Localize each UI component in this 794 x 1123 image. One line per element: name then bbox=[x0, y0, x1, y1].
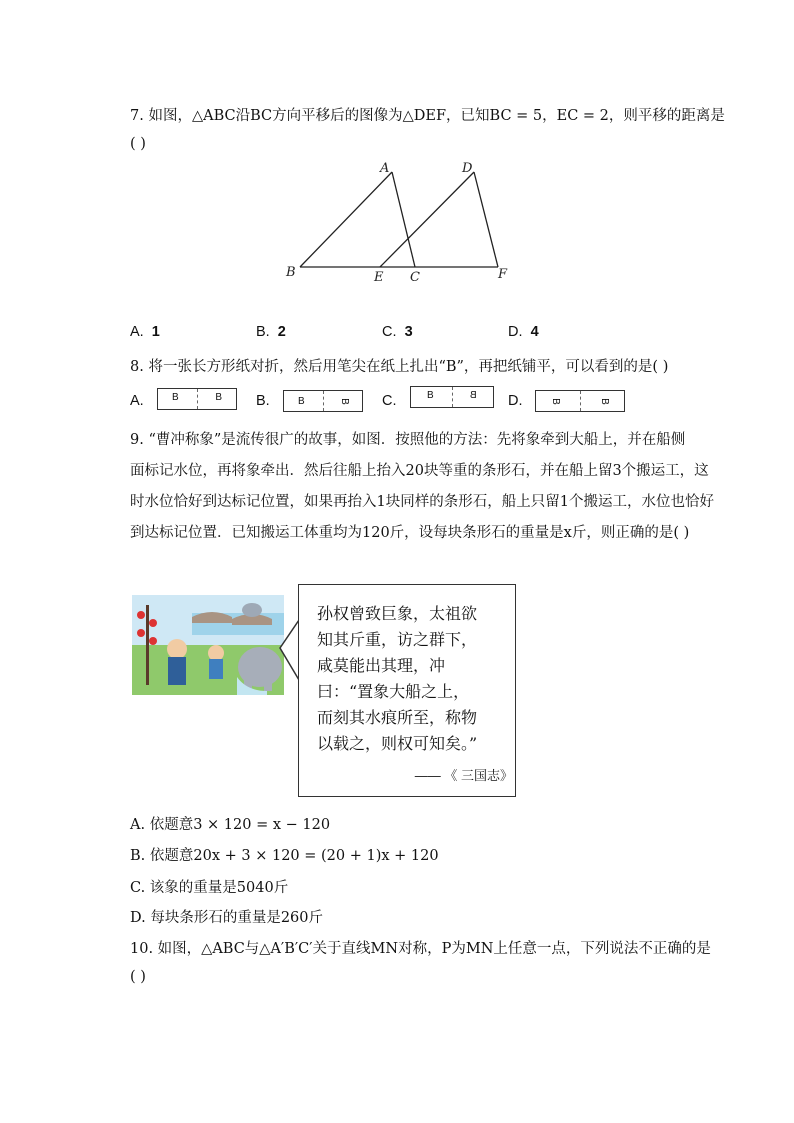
q8-option-d-paper[interactable]: B B bbox=[535, 390, 625, 412]
label-b: B bbox=[286, 265, 296, 280]
bubble-line: 曰：“置象大船之上， bbox=[317, 682, 470, 701]
speech-bubble bbox=[298, 584, 516, 797]
bubble-line: 知其斤重，访之群下， bbox=[317, 630, 478, 649]
bubble-line: 孙权曾致巨象，太祖欲 bbox=[317, 604, 478, 623]
bubble-line: 以载之，则权可知矣。” bbox=[317, 734, 478, 753]
q8-stem: 8. 将一张长方形纸对折，然后用笔尖在纸上扎出“B”，再把纸铺平，可以看到的是( ) bbox=[130, 359, 669, 375]
label-f: F bbox=[498, 267, 508, 282]
q9-option-d[interactable]: D. 每块条形石的重量是260斤 bbox=[130, 910, 324, 926]
bubble-line: 咸莫能出其理，冲 bbox=[317, 656, 446, 675]
q7-option-c[interactable]: C. 3 bbox=[382, 324, 413, 340]
q8-option-b-label[interactable]: B. bbox=[256, 393, 270, 409]
q8-option-a-label[interactable]: A. bbox=[130, 393, 144, 409]
q7-stem-line1: 7. 如图，△ABC沿BC方向平移后的图像为△DEF，已知BC = 5，EC = 2，则平移的距离是 bbox=[130, 108, 725, 124]
q7-option-a[interactable]: A. 1 bbox=[130, 324, 160, 340]
q9-option-b[interactable]: B. 依题意20x + 3 × 120 = (20 + 1)x + 120 bbox=[130, 848, 439, 864]
q7-option-d[interactable]: D. 4 bbox=[508, 324, 539, 340]
q9-stem-line2: 面标记水位，再将象牵出．然后往船上抬入20块等重的条形石，并在船上留3个搬运工，这 bbox=[130, 463, 709, 479]
q9-option-a[interactable]: A. 依题意3 × 120 = x − 120 bbox=[130, 817, 331, 833]
label-a: A bbox=[380, 161, 390, 176]
q8-option-c-paper[interactable]: B B bbox=[410, 386, 494, 408]
q7-stem-line2: ( ) bbox=[130, 136, 146, 152]
q8-option-a-paper[interactable]: B B bbox=[157, 388, 237, 410]
q7-option-b[interactable]: B. 2 bbox=[256, 324, 286, 340]
q9-option-c[interactable]: C. 该象的重量是5040斤 bbox=[130, 880, 289, 896]
q10-stem-line2: ( ) bbox=[130, 969, 146, 985]
q7-triangle-figure bbox=[0, 150, 794, 450]
label-d: D bbox=[462, 161, 473, 176]
q8-option-d-label[interactable]: D. bbox=[508, 393, 523, 409]
q9-stem-line4: 到达标记位置．已知搬运工体重均为120斤，设每块条形石的重量是x斤，则正确的是( ) bbox=[130, 525, 690, 541]
label-e: E bbox=[374, 270, 384, 285]
q10-stem-line1: 10. 如图，△ABC与△A′B′C′关于直线MN对称，P为MN上任意一点，下列说法不正确的是 bbox=[130, 941, 711, 957]
cao-chong-illustration bbox=[132, 595, 284, 695]
q8-option-b-paper[interactable]: B B bbox=[283, 390, 363, 412]
q9-stem-line3: 时水位恰好到达标记位置，如果再抬入1块同样的条形石，船上只留1个搬运工，水位也恰好 bbox=[130, 494, 714, 510]
bubble-source: —— 《 三国志》 bbox=[414, 768, 513, 783]
label-c: C bbox=[410, 270, 420, 285]
bubble-line: 而刻其水痕所至，称物 bbox=[317, 708, 478, 727]
q9-stem-line1: 9. “曹冲称象”是流传很广的故事，如图．按照他的方法：先将象牵到大船上，并在船侧 bbox=[130, 432, 686, 448]
q8-option-c-label[interactable]: C. bbox=[382, 393, 397, 409]
